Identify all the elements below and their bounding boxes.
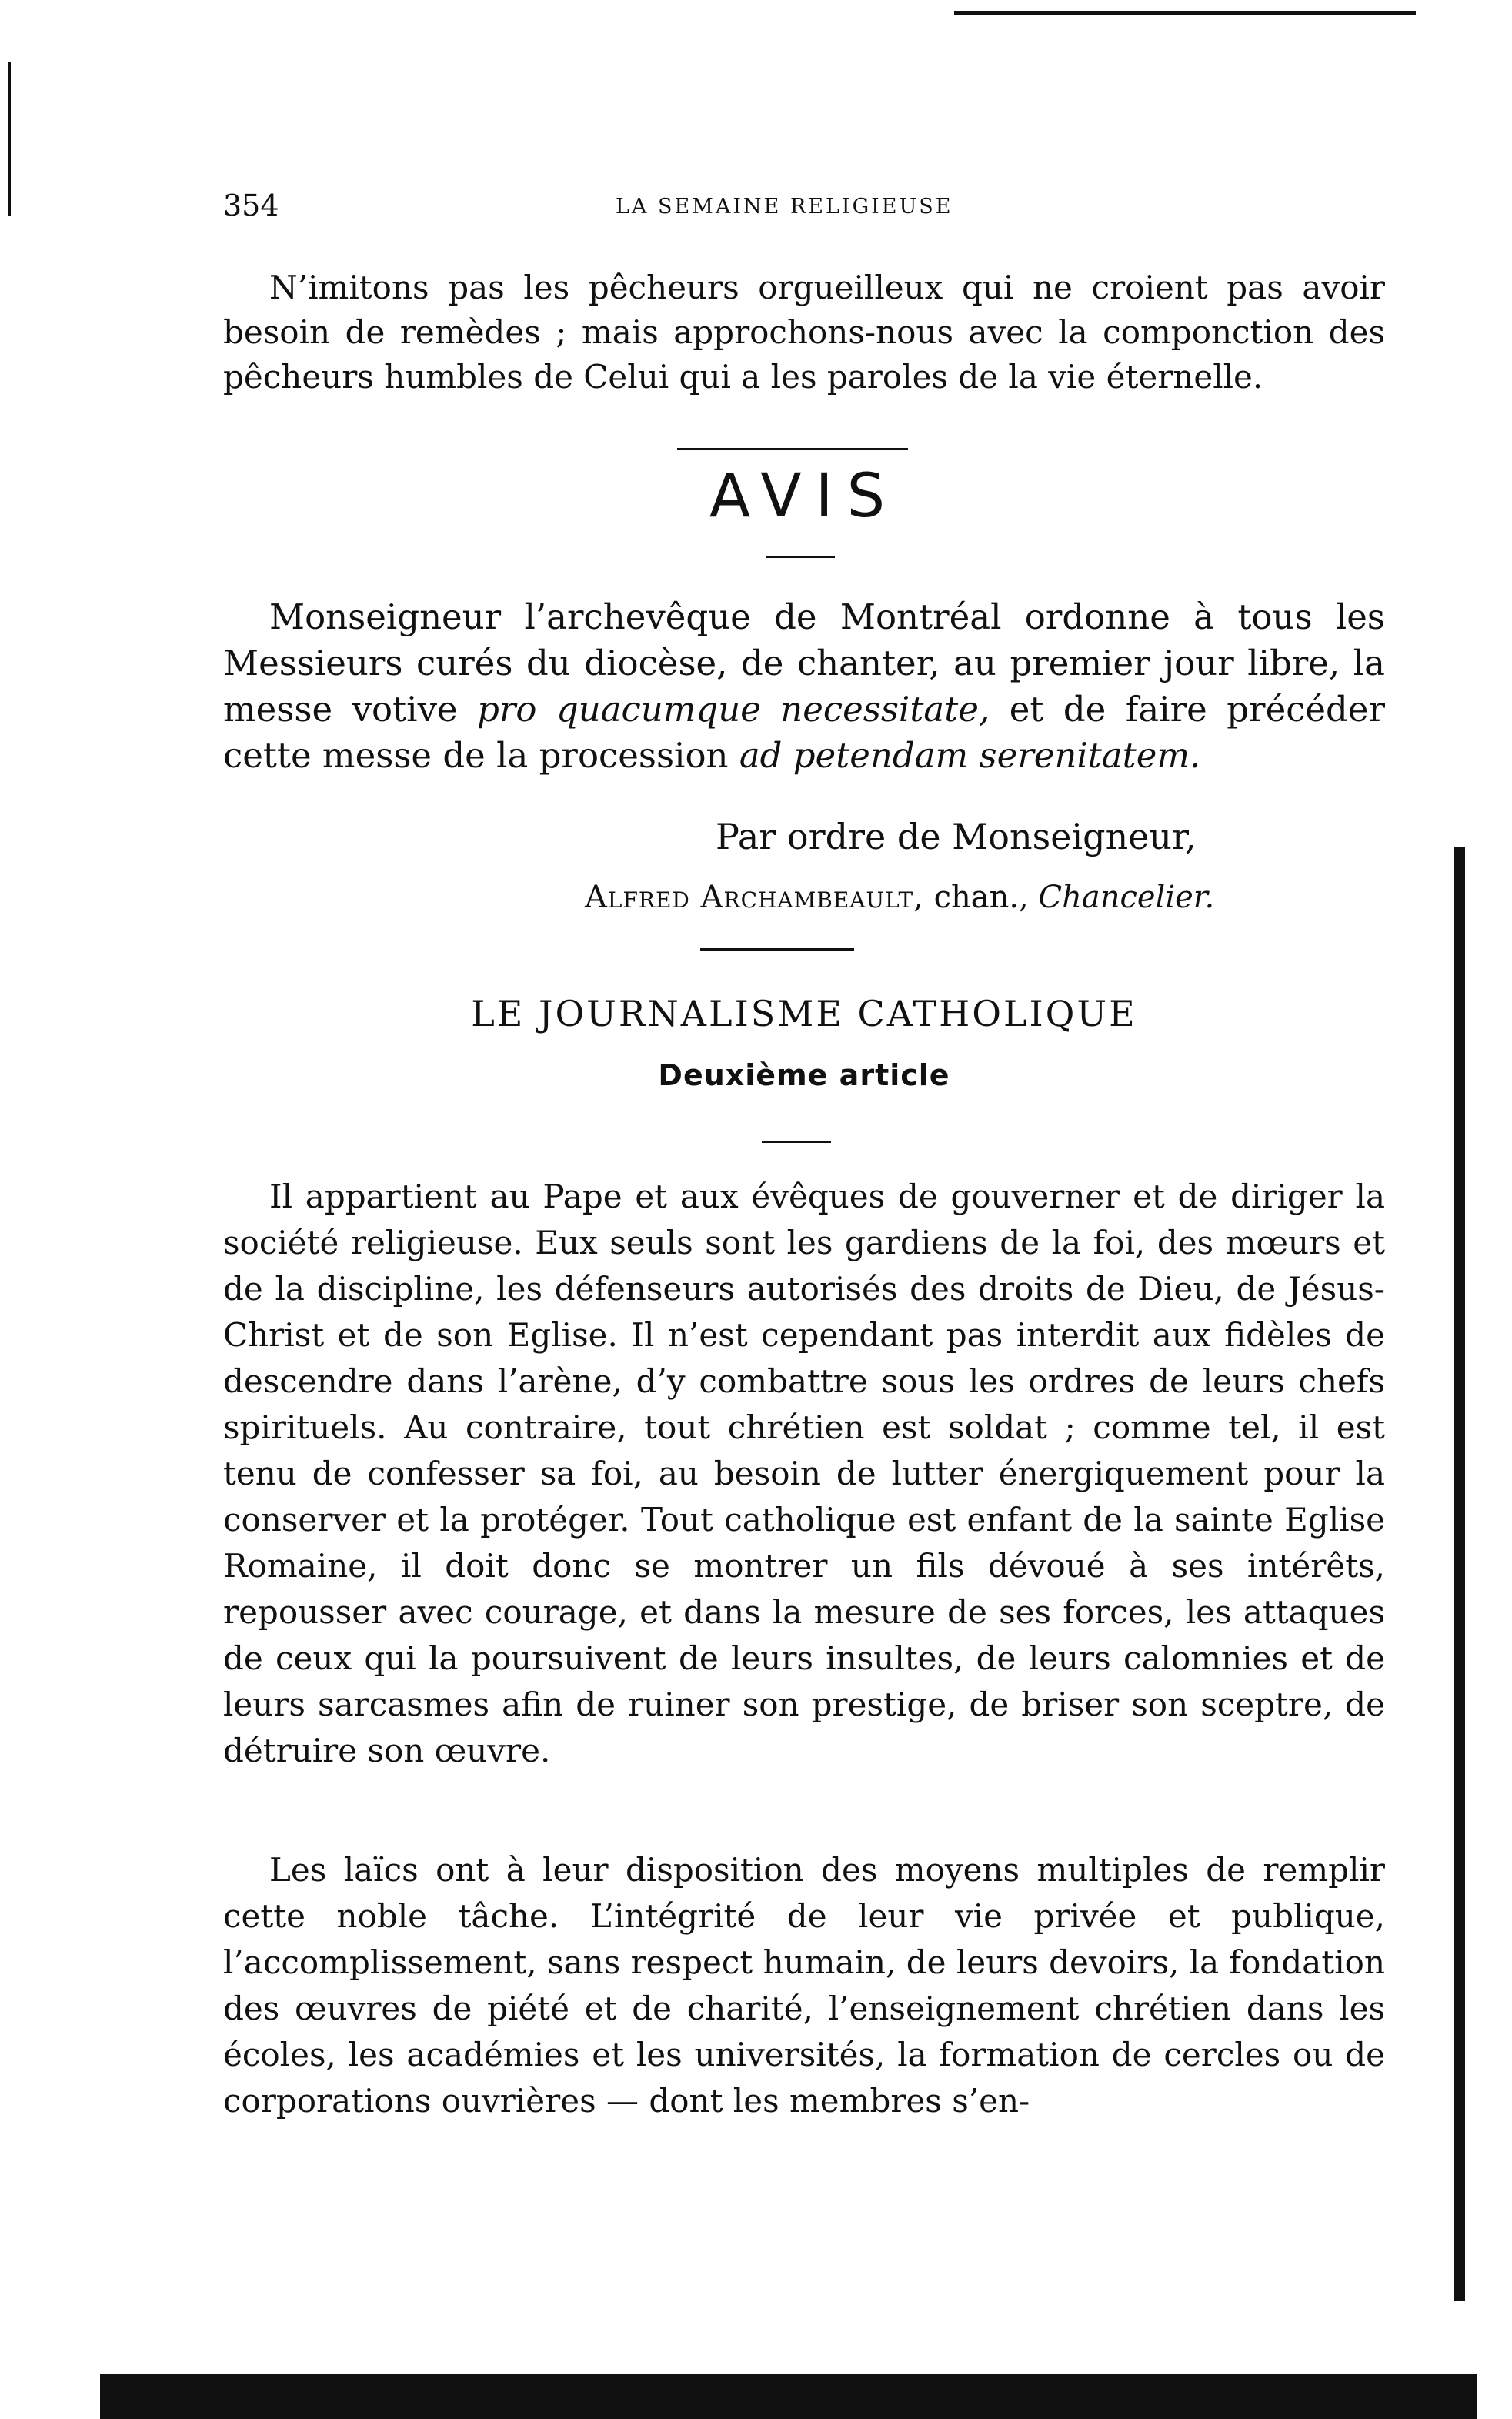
separator-rule <box>677 448 908 450</box>
scan-border-left <box>8 62 11 216</box>
scan-border-right <box>1454 847 1465 2301</box>
signature-line: Par ordre de Monseigneur, <box>716 816 1197 857</box>
avis-latin-2: ad petendam serenitatem. <box>739 735 1201 776</box>
running-title: LA SEMAINE RELIGIEUSE <box>616 195 953 219</box>
article-title: LE JOURNALISME CATHOLIQUE <box>471 993 1137 1034</box>
article-subtitle: Deuxième article <box>658 1058 950 1092</box>
signatory-name: Alfred Archambeault, <box>585 880 924 915</box>
page-number: 354 <box>223 189 279 222</box>
signatory-role: Chancelier. <box>1038 880 1215 915</box>
article-paragraph-1: Il appartient au Pape et aux évêques de gouverner et de diriger la société religieuse. Eux seuls sont les gardiens de la foi, des mœurs et de la discipline, les défenseurs autorisés des droits de Dieu, de Jésus-Christ et de son Eglise. Il n’est cependant pas interdit aux fidèles de descendre dans l’arène, d’y combattre sous les ordres de leurs chefs spirituels. Au contraire, tout chrétien est soldat ; comme tel, il est tenu de confesser sa foi, au besoin de lutter énergiquement pour la conserver et la protéger. Tout catholique est enfant de la sainte Eglise Romaine, il doit donc se montrer un fils dévoué à ses intérêts, repousser avec courage, et dans la mesure de ses forces, les attaques de ceux qui la poursuivent de leurs insultes, de leurs calomnies et de leurs sarcasmes afin de ruiner son prestige, de briser son sceptre, de détruire son œuvre. <box>223 1178 1385 1769</box>
avis-paragraph <box>223 594 1385 779</box>
avis-title: AVIS <box>709 462 900 531</box>
avis-text: Monseigneur l’archevêque de Montréal ordonne à tous les Messieurs curés du diocèse, de chanter, au premier jour libre, la messe votive <box>223 596 1385 730</box>
avis-latin-1: pro quacumque necessitate, <box>477 689 990 730</box>
signatory <box>585 880 1214 915</box>
signatory-title: chan., <box>933 880 1029 915</box>
separator-rule <box>766 556 835 558</box>
page-header <box>223 189 1385 235</box>
intro-paragraph: N’imitons pas les pêcheurs orgueilleux qui ne croient pas avoir besoin de remèdes ; mais approchons-nous avec la componction des pêcheurs humbles de Celui qui a les paroles de la vie éternelle. <box>223 269 1385 396</box>
scan-border-top <box>954 11 1416 15</box>
separator-rule <box>700 948 854 951</box>
avis-text: et de faire précéder cette messe de la procession <box>223 689 1385 776</box>
separator-rule <box>762 1141 831 1143</box>
scan-border-bottom <box>100 2374 1477 2419</box>
article-paragraph-2: Les laïcs ont à leur disposition des moyens multiples de remplir cette noble tâche. L’intégrité de leur vie privée et publique, l’accomplissement, sans respect humain, de leurs devoirs, la fondation des œuvres de piété et de charité, l’enseignement chrétien dans les écoles, les académies et les universités, la formation de cercles ou de corporations ouvrières — dont les membres s’en- <box>223 1851 1385 2120</box>
